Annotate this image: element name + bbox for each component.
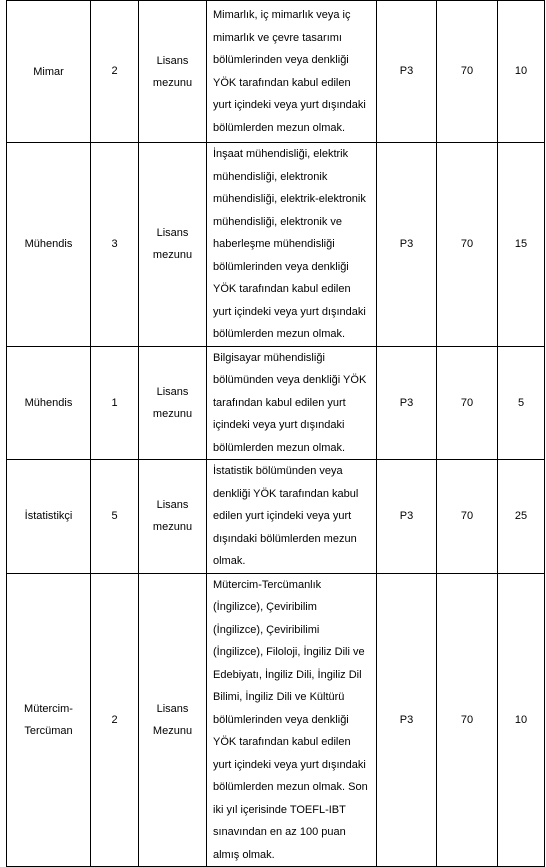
table-row <box>7 143 545 347</box>
min-score: 70 <box>437 460 498 574</box>
position-requirement: İstatistik bölümünden veya denkliği YÖK tarafından kabul edilen yurt içindeki veya yurt dışındaki bölümlerden mezun olmak. <box>207 460 377 574</box>
kpss-type: P3 <box>377 1 437 143</box>
min-score: 70 <box>437 143 498 347</box>
positions-table <box>6 0 545 867</box>
position-requirement: Bilgisayar mühendisliği bölümünden veya denkliği YÖK tarafından kabul edilen yurt içindeki veya yurt dışındaki bölümlerden mezun olmak. <box>207 346 377 460</box>
interview-count: 25 <box>498 460 545 574</box>
interview-count: 5 <box>498 346 545 460</box>
table-row <box>7 1 545 143</box>
education-level: Lisans Mezunu <box>139 573 207 867</box>
position-requirement: Mimarlık, iç mimarlık veya iç mimarlık ve çevre tasarımı bölümlerinden veya denkliği YÖK tarafından kabul edilen yurt içindeki veya yurt dışındaki bölümlerden mezun olmak. <box>207 1 377 143</box>
min-score: 70 <box>437 1 498 143</box>
interview-count: 10 <box>498 1 545 143</box>
min-score: 70 <box>437 346 498 460</box>
position-count: 2 <box>91 1 139 143</box>
interview-count: 15 <box>498 143 545 347</box>
education-level: Lisans mezunu <box>139 460 207 574</box>
education-level: Lisans mezunu <box>139 346 207 460</box>
interview-count: 10 <box>498 573 545 867</box>
position-title: İstatistikçi <box>7 460 91 574</box>
position-title: Mühendis <box>7 346 91 460</box>
table-row <box>7 573 545 867</box>
kpss-type: P3 <box>377 460 437 574</box>
education-level: Lisans mezunu <box>139 143 207 347</box>
position-requirement: Mütercim-Tercümanlık (İngilizce), Çeviribilim (İngilizce), Çeviribilimi (İngilizce), Filoloji, İngiliz Dili ve Edebiyatı, İngiliz Dili, İngiliz Dil Bilimi, İngiliz Dili ve Kültürü bölümlerinden veya denkliği YÖK tarafından kabul edilen yurt içindeki veya yurt dışındaki bölümlerden mezun olmak. Son iki yıl içerisinde TOEFL-IBT sınavından en az 100 puan almış olmak. <box>207 573 377 867</box>
kpss-type: P3 <box>377 573 437 867</box>
position-count: 1 <box>91 346 139 460</box>
position-count: 5 <box>91 460 139 574</box>
table-row <box>7 346 545 460</box>
min-score: 70 <box>437 573 498 867</box>
position-title: Mühendis <box>7 143 91 347</box>
position-title: Mütercim-Tercüman <box>7 573 91 867</box>
position-count: 2 <box>91 573 139 867</box>
position-title: Mimar <box>7 1 91 143</box>
position-count: 3 <box>91 143 139 347</box>
kpss-type: P3 <box>377 346 437 460</box>
kpss-type: P3 <box>377 143 437 347</box>
table-row <box>7 460 545 574</box>
education-level: Lisans mezunu <box>139 1 207 143</box>
position-requirement: İnşaat mühendisliği, elektrik mühendisliği, elektronik mühendisliği, elektrik-elektronik mühendisliği, elektronik ve haberleşme mühendisliği bölümlerinden veya denkliği YÖK tarafından kabul edilen yurt içindeki veya yurt dışındaki bölümlerden mezun olmak. <box>207 143 377 347</box>
